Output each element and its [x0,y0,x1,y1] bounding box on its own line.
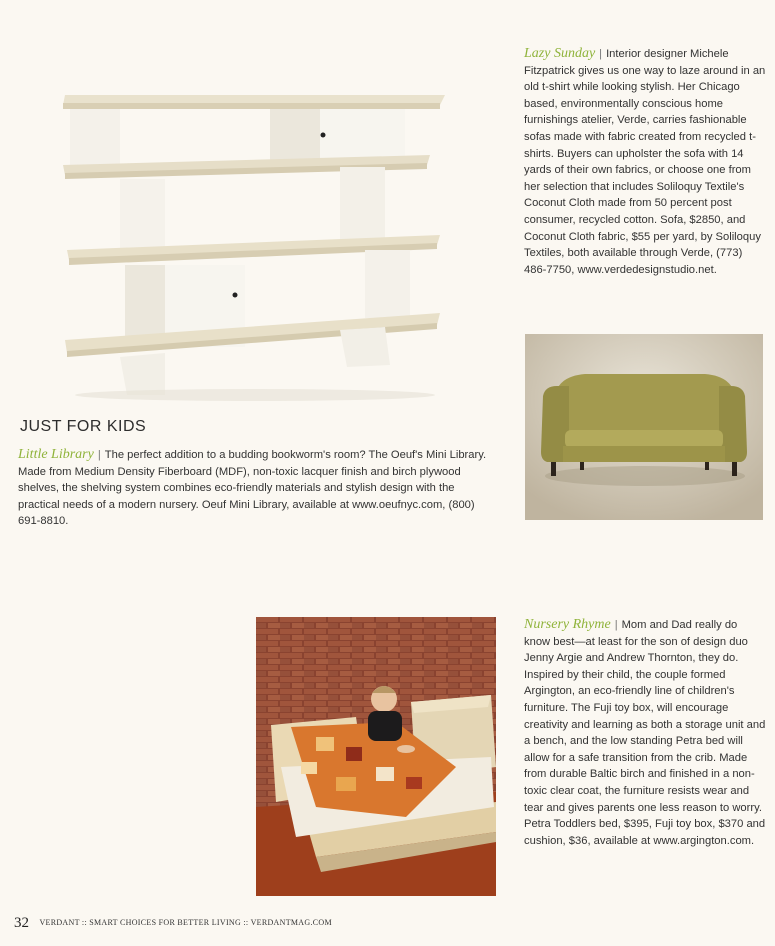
lazy-sunday-article [524,46,766,278]
little-library-text: The perfect addition to a budding bookworm's room? The Oeuf's Mini Library. Made from Medium Density Fiberboard (MDF), non-toxic lacquer finish and birch plywood shelves, the shelving system combines eco-friendly materials and stylish design with the practical needs of a modern nursery. Oeuf Mini Library, available at www.oeufnyc.com, (800) 691-8810. [18,449,487,528]
footer-tagline: VERDANT :: SMART CHOICES FOR BETTER LIVING :: VERDANTMAG.COM [39,918,332,927]
lazy-sunday-body [524,46,766,278]
title-separator: | [599,48,603,60]
little-library-body [18,447,488,530]
little-library-article [18,447,488,530]
title-separator: | [614,619,618,631]
nursery-rhyme-body [524,617,766,849]
page-number: 32 [14,915,29,931]
nursery-photo [256,617,496,896]
lazy-sunday-text: Interior designer Michele Fitzpatrick gives us one way to laze around in an old t-shirt while looking stylish. Her Chicago based, environmentally conscious home furnishings atelier, Verde, carries fashionable sofas made with fabric created from recycled t-shirts. Buyers can upholster the sofa with 14 yards of their own fabrics, or choose one from her selection that includes Soliloquy Textile's Coconut Cloth made from 50 percent post consumer, recycled cotton. Sofa, $2850, and Coconut Cloth fabric, $55 per yard, by Soliloquy Textiles, both available through Verde, (773) 486-7750, www.verdedesignstudio.net. [524,48,766,276]
lazy-sunday-title: Lazy Sunday [524,46,596,61]
nursery-rhyme-text: Mom and Dad really do know best—at least for the son of design duo Jenny Argie and Andrew Thornton, they do. Inspired by their child, the couple formed Argington, an eco-friendly line of children's furniture. The Fuji toy box, will encourage creativity and learning as both a storage unit and a bench, and the low standing Petra bed will allow for a safe transition from the crib. Made from durable Baltic birch and finished in a non-toxic clear coat, the furniture resists wear and tear and gives parents one less reason to worry. Petra Toddlers bed, $395, Fuji toy box, $370 and cushion, $36, available at www.argington.com. [524,619,766,847]
little-library-title: Little Library [18,447,94,462]
nursery-rhyme-title: Nursery Rhyme [524,617,611,632]
sofa-photo [525,334,763,520]
section-heading: JUST FOR KIDS [20,418,147,435]
bookshelf-photo [55,85,455,405]
title-separator: | [97,449,101,461]
nursery-rhyme-article [524,617,766,849]
page-footer [14,914,514,934]
